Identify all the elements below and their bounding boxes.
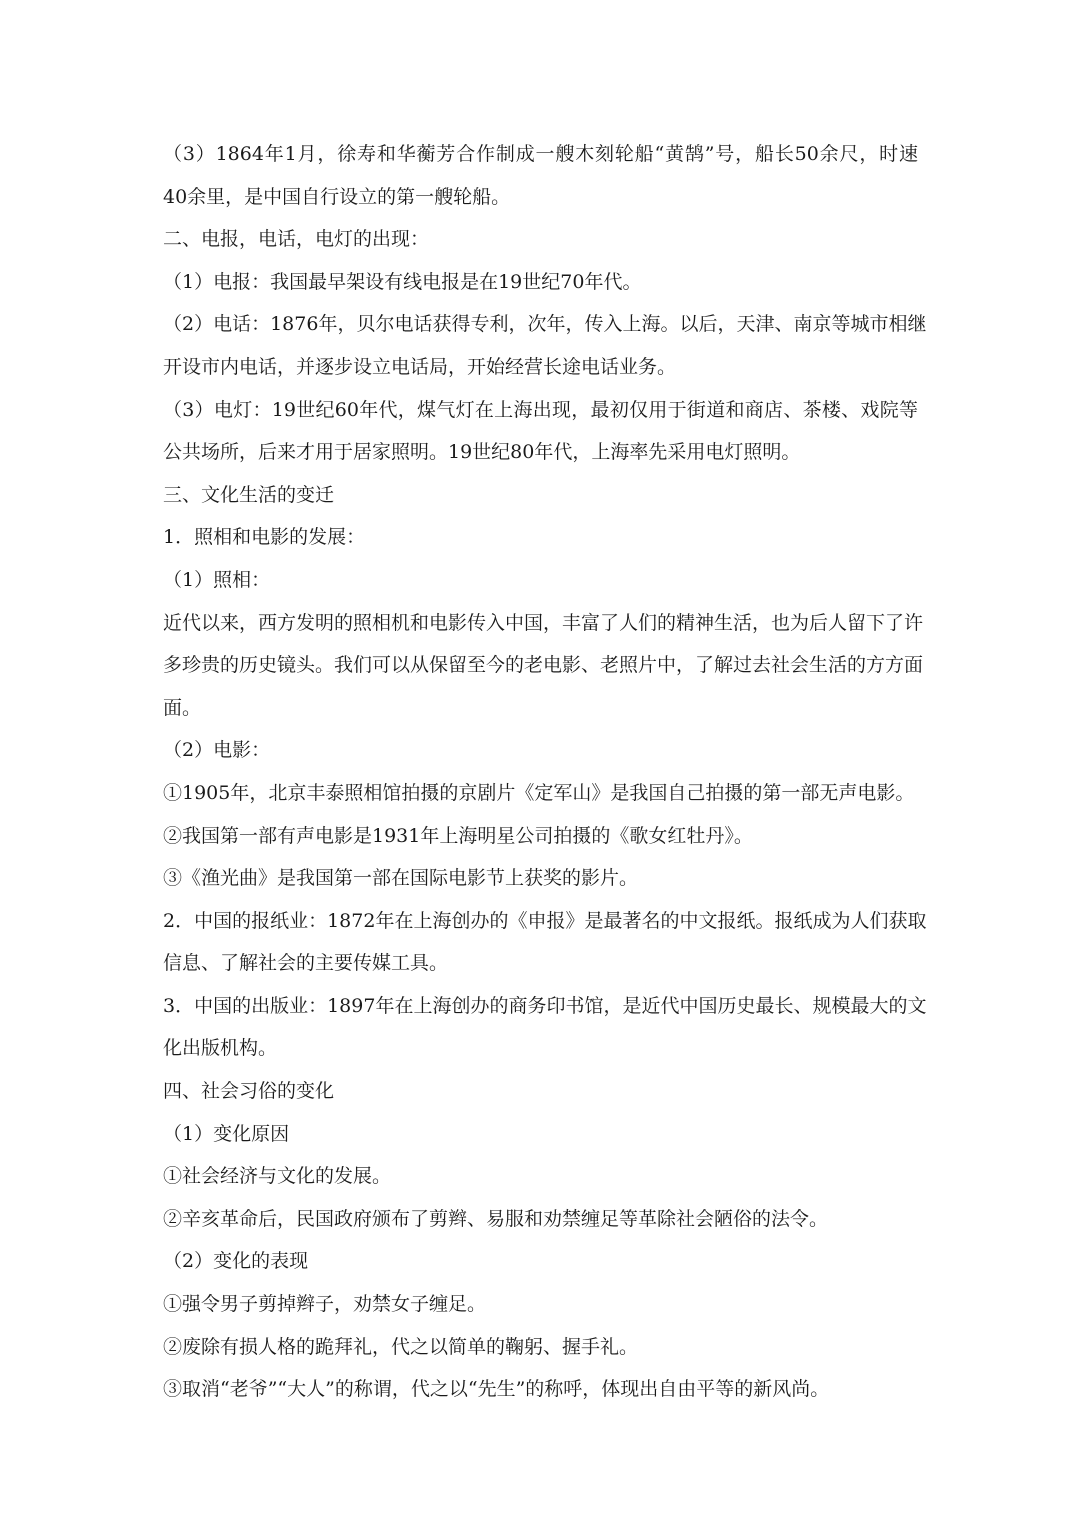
paragraph-line: 40余里，是中国自行设立的第一艘轮船。 — [163, 185, 511, 208]
subsection-heading: 1．照相和电影的发展： — [163, 526, 366, 549]
list-item: ②废除有损人格的跪拜礼，代之以简单的鞠躬、握手礼。 — [163, 1335, 639, 1358]
section-heading: 三、文化生活的变迁 — [163, 483, 335, 506]
paragraph-line: 近代以来，西方发明的照相机和电影传入中国，丰富了人们的精神生活，也为后人留下了许 — [163, 611, 924, 634]
paragraph-line: 多珍贵的历史镜头。我们可以从保留至今的老电影、老照片中，了解过去社会生活的方方面 — [163, 654, 924, 677]
paragraph-line: 3．中国的出版业：1897年在上海创办的商务印书馆，是近代中国历史最长、规模最大的文 — [163, 994, 927, 1017]
paragraph-line: （2）变化的表现 — [163, 1250, 309, 1273]
paragraph-line: 面。 — [163, 696, 202, 719]
paragraph-line: （1）电报：我国最早架设有线电报是在19世纪70年代。 — [163, 270, 642, 293]
paragraph-line: 信息、了解社会的主要传媒工具。 — [163, 952, 449, 975]
paragraph-line: （2）电话：1876年，贝尔电话获得专利，次年，传入上海。以后，天津、南京等城市相继 — [163, 313, 927, 336]
paragraph-line: 2．中国的报纸业：1872年在上海创办的《申报》是最著名的中文报纸。报纸成为人们获取 — [163, 909, 927, 932]
list-item: ①社会经济与文化的发展。 — [163, 1165, 392, 1188]
list-item: ①1905年，北京丰泰照相馆拍摄的京剧片《定军山》是我国自己拍摄的第一部无声电影。 — [163, 781, 915, 804]
paragraph-line: 开设市内电话，并逐步设立电话局，开始经营长途电话业务。 — [163, 355, 677, 378]
paragraph-line: （1）变化原因 — [163, 1122, 290, 1145]
list-item: ②辛亥革命后，民国政府颁布了剪辫、易服和劝禁缠足等革除社会陋俗的法令。 — [163, 1207, 829, 1230]
list-item: ①强令男子剪掉辫子，劝禁女子缠足。 — [163, 1293, 487, 1316]
document-body — [163, 133, 927, 1411]
section-heading: 二、电报，电话，电灯的出现： — [163, 228, 430, 251]
paragraph-line: （2）电影： — [163, 739, 271, 762]
list-item: ③取消“老爷”“大人”的称谓，代之以“先生”的称呼，体现出自由平等的新风尚。 — [163, 1378, 830, 1401]
paragraph-line: 化出版机构。 — [163, 1037, 278, 1060]
paragraph-line: （1）照相： — [163, 568, 271, 591]
section-heading: 四、社会习俗的变化 — [163, 1080, 335, 1103]
list-item: ③《渔光曲》是我国第一部在国际电影节上获奖的影片。 — [163, 867, 639, 890]
list-item: ②我国第一部有声电影是1931年上海明星公司拍摄的《歌女红牡丹》。 — [163, 824, 753, 847]
paragraph-line: 公共场所，后来才用于居家照明。19世纪80年代，上海率先采用电灯照明。 — [163, 441, 801, 464]
paragraph-line: （3）1864年1月，徐寿和华蘅芳合作制成一艘木刻轮船“黄鹄”号，船长50余尺，时速 — [163, 143, 918, 165]
paragraph-line: （3）电灯：19世纪60年代，煤气灯在上海出现，最初仅用于街道和商店、茶楼、戏院等 — [163, 398, 918, 421]
